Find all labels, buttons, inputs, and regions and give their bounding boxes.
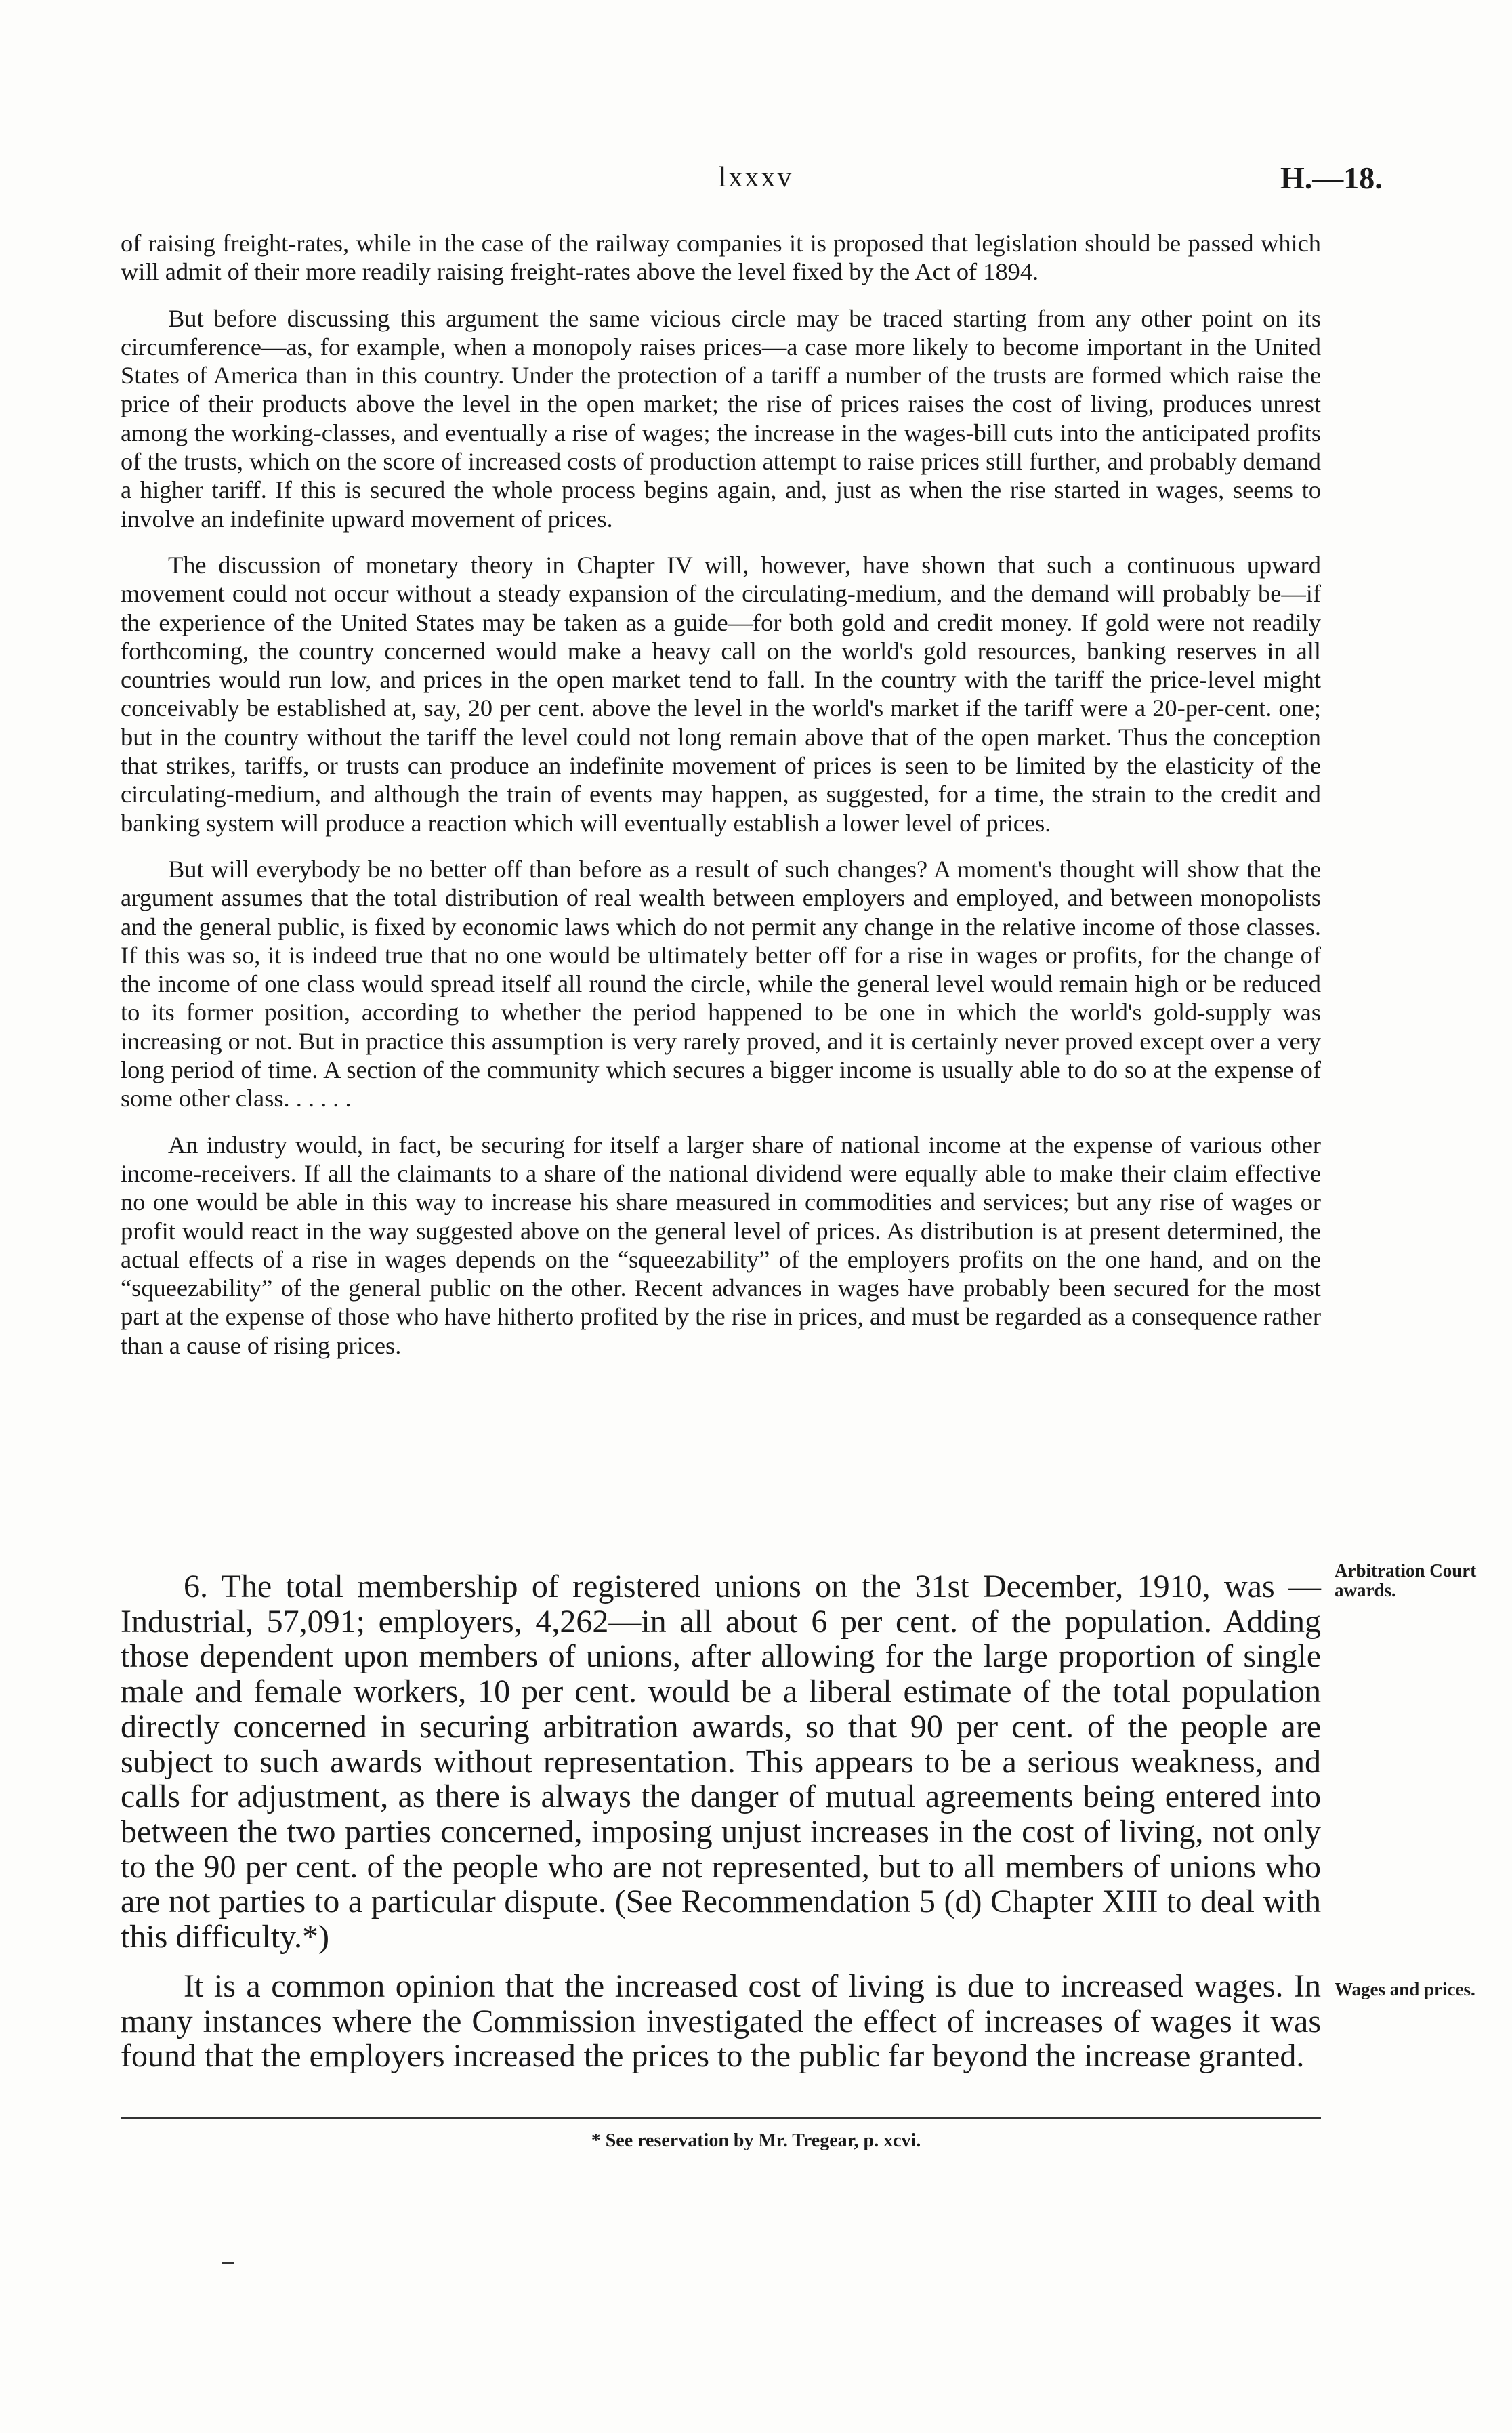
stray-mark xyxy=(222,2262,234,2264)
paragraph-monetary-theory: The discussion of monetary theory in Chapter IV will, however, have shown that such a continuous upward movement could not occur without a steady expansion of the circulating-medium, and the demand will probably be—if the experience of the United States may be taken as a guide—for both gold and credit money. If gold were not readily forthcoming, the country concerned would make a heavy call on the world's gold resources, banking reserves in all countries would run low, and prices in the open market tend to fall. In the country with the tariff the price-level might conceivably be established at, say, 20 per cent. above the level in the world's market if the tariff were a 20-per-cent. one; but in the country without the tariff the level could not long remain above that of the open market. Thus the conception that strikes, tariffs, or trusts can produce an indefinite movement of prices is seen to be limited by the elasticity of the circulating-medium, and although the train of events may happen, as suggested, for a time, the strain to the credit and banking system will produce a reaction which will eventually establish a lower level of prices. xyxy=(121,551,1321,837)
page-number: lxxxv xyxy=(718,162,794,193)
paragraph-vicious-circle: But before discussing this argument the same vicious circle may be traced starting from any other point on its circumference—as, for example, when a monopoly raises prices—a case more likely to become important in the United States of America than in this country. Under the protection of a tariff a number of the trusts are formed which raise the price of their products above the level in the open market; the rise of prices raises the cost of living, produces unrest among the working-classes, and eventually a rise of wages; the increase in the wages-bill cuts into the anticipated profits of the trusts, which on the score of increased costs of production attempt to raise prices still further, and probably demand a higher tariff. If this is secured the whole process begins again, and, just as when the rise started in wages, seems to involve an indefinite upward movement of prices. xyxy=(121,304,1321,533)
body-text xyxy=(121,229,1321,1377)
document-reference: H.—18. xyxy=(1280,161,1383,195)
section-6 xyxy=(121,1569,1321,1955)
paragraph-better-off: But will everybody be no better off than before as a result of such changes? A moment's thought will show that the argument assumes that the total distribution of real wealth between employers and employed, and between monopolists and the general public, is fixed by economic laws which do not permit any change in the relative income of those classes. If this was so, it is indeed true that no one would be ultimately better off for a rise in wages or profits, for the change of the income of one class would spread itself all round the circle, while the general level would remain high or be reduced to its former position, according to whether the period happened to be one in which the world's gold-supply was increasing or not. But in practice this assumption is very rarely proved, and it is certainly never proved except over a very long period of time. A section of the community which secures a bigger income is usually able to do so at the expense of some other class. . . . . . xyxy=(121,855,1321,1112)
margin-note-wages: Wages and prices. xyxy=(1335,1979,1475,1999)
margin-note-arbitration: Arbitration Court awards. xyxy=(1335,1560,1477,1600)
paragraph-wages-prices: It is a common opinion that the increased cost of living is due to increased wages. In many instances where the Commission investigated the effect of increases of wages it was found that the employers increased the prices to the public far beyond the increase granted. xyxy=(121,1968,1321,2075)
section-wages xyxy=(121,1969,1321,2074)
paragraph-union-membership: 6. The total membership of registered unions on the 31st December, 1910, was —Industrial, 57,091; employers, 4,262—in all about 6 per cent. of the population. Adding those dependent upon members of unions, after allowing for the large proportion of single male and female workers, 10 per cent. would be a liberal estimate of the total population directly concerned in securing arbitration awards, so that 90 per cent. of the people are subject to such awards without representation. This appears to be a serious weakness, and calls for adjustment, as there is always the danger of mutual agreements being entered into between the two parties concerned, imposing unjust increases in the cost of living, not only to the 90 per cent. of the people who are not represented, but to all members of unions who are not parties to a particular dispute. (See Recommendation 5 (d) Chapter XIII to deal with this difficulty.*) xyxy=(121,1568,1321,1955)
footnote-divider xyxy=(121,2117,1321,2119)
footnote: * See reservation by Mr. Tregear, p. xcvi. xyxy=(591,2130,921,2151)
paragraph-freight-rates: of raising freight-rates, while in the case of the railway companies it is proposed that legislation should be passed which will admit of their more readily raising freight-rates above the level fixed by the Act of 1894. xyxy=(121,230,1321,286)
paragraph-industry-share: An industry would, in fact, be securing for itself a larger share of national income at the expense of various other income-receivers. If all the claimants to a share of the national dividend were equally able to make their claim effective no one would be able in this way to increase his share measured in commodities and services; but any rise of wages or profit would react in the way suggested above on the general level of prices. As distribution is at present determined, the actual effects of a rise in wages depends on the “squeezability” of the employers profits on the one hand, and on the “squeezability” of the general public on the other. Recent advances in wages have probably been secured for the most part at the expense of those who have hitherto profited by the rise in prices, and must be regarded as a consequence rather than a cause of rising prices. xyxy=(121,1131,1321,1359)
